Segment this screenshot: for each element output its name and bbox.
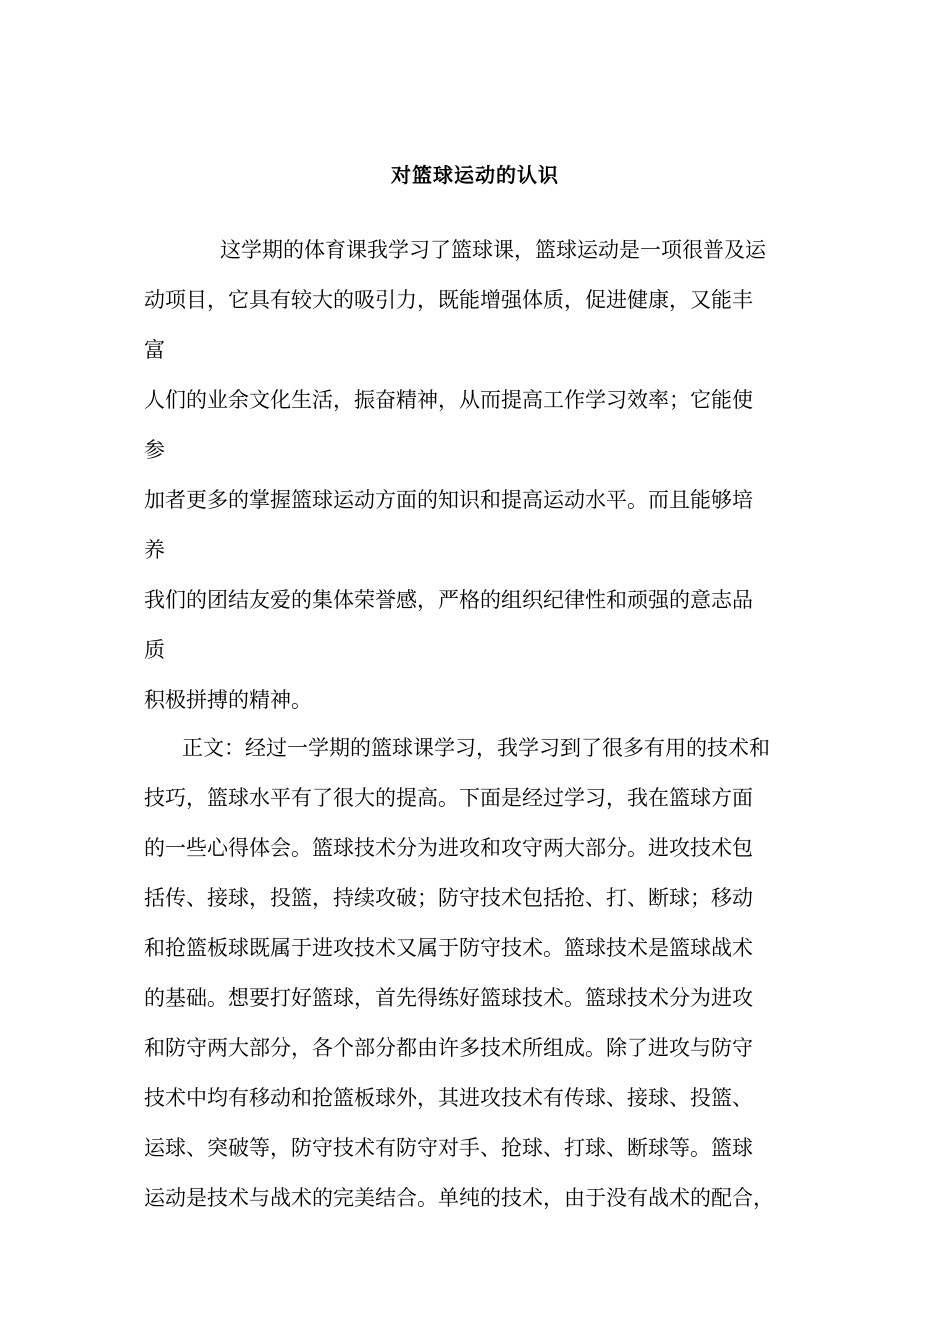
paragraph-line: 运球、突破等，防守技术有防守对手、抢球、打球、断球等。篮球 <box>144 1136 753 1160</box>
paragraph-line: 和防守两大部分，各个部分都由许多技术所组成。除了进攻与防守 <box>144 1036 753 1060</box>
paragraph-line: 参 <box>144 438 165 462</box>
paragraph-line: 富 <box>144 338 165 362</box>
paragraph-line: 养 <box>144 538 165 562</box>
paragraph-line: 人们的业余文化生活，振奋精神，从而提高工作学习效率；它能使 <box>144 388 753 412</box>
paragraph-line: 积极拼搏的精神。 <box>144 688 312 712</box>
paragraph-line: 加者更多的掌握篮球运动方面的知识和提高运动水平。而且能够培 <box>144 488 753 512</box>
paragraph-line: 技巧，篮球水平有了很大的提高。下面是经过学习，我在篮球方面 <box>144 786 753 810</box>
paragraph-line: 的一些心得体会。篮球技术分为进攻和攻守两大部分。进攻技术包 <box>144 836 753 860</box>
paragraph-line: 正文：经过一学期的篮球课学习，我学习到了很多有用的技术和 <box>182 736 770 760</box>
paragraph-line: 技术中均有移动和抢篮板球外，其进攻技术有传球、接球、投篮、 <box>144 1086 753 1110</box>
paragraph-line: 的基础。想要打好篮球，首先得练好篮球技术。篮球技术分为进攻 <box>144 986 753 1010</box>
paragraph-line: 我们的团结友爱的集体荣誉感，严格的组织纪律性和顽强的意志品 <box>144 588 753 612</box>
paragraph-line: 运动是技术与战术的完美结合。单纯的技术，由于没有战术的配合， <box>144 1186 774 1210</box>
paragraph-line: 这学期的体育课我学习了篮球课，篮球运动是一项很普及运 <box>220 238 766 262</box>
document-title: 对篮球运动的认识 <box>391 163 559 187</box>
paragraph-line: 动项目，它具有较大的吸引力，既能增强体质，促进健康，又能丰 <box>144 288 753 312</box>
paragraph-line: 括传、接球，投篮，持续攻破；防守技术包括抢、打、断球；移动 <box>144 886 753 910</box>
paragraph-line: 和抢篮板球既属于进攻技术又属于防守技术。篮球技术是篮球战术 <box>144 936 753 960</box>
paragraph-line: 质 <box>144 638 165 662</box>
